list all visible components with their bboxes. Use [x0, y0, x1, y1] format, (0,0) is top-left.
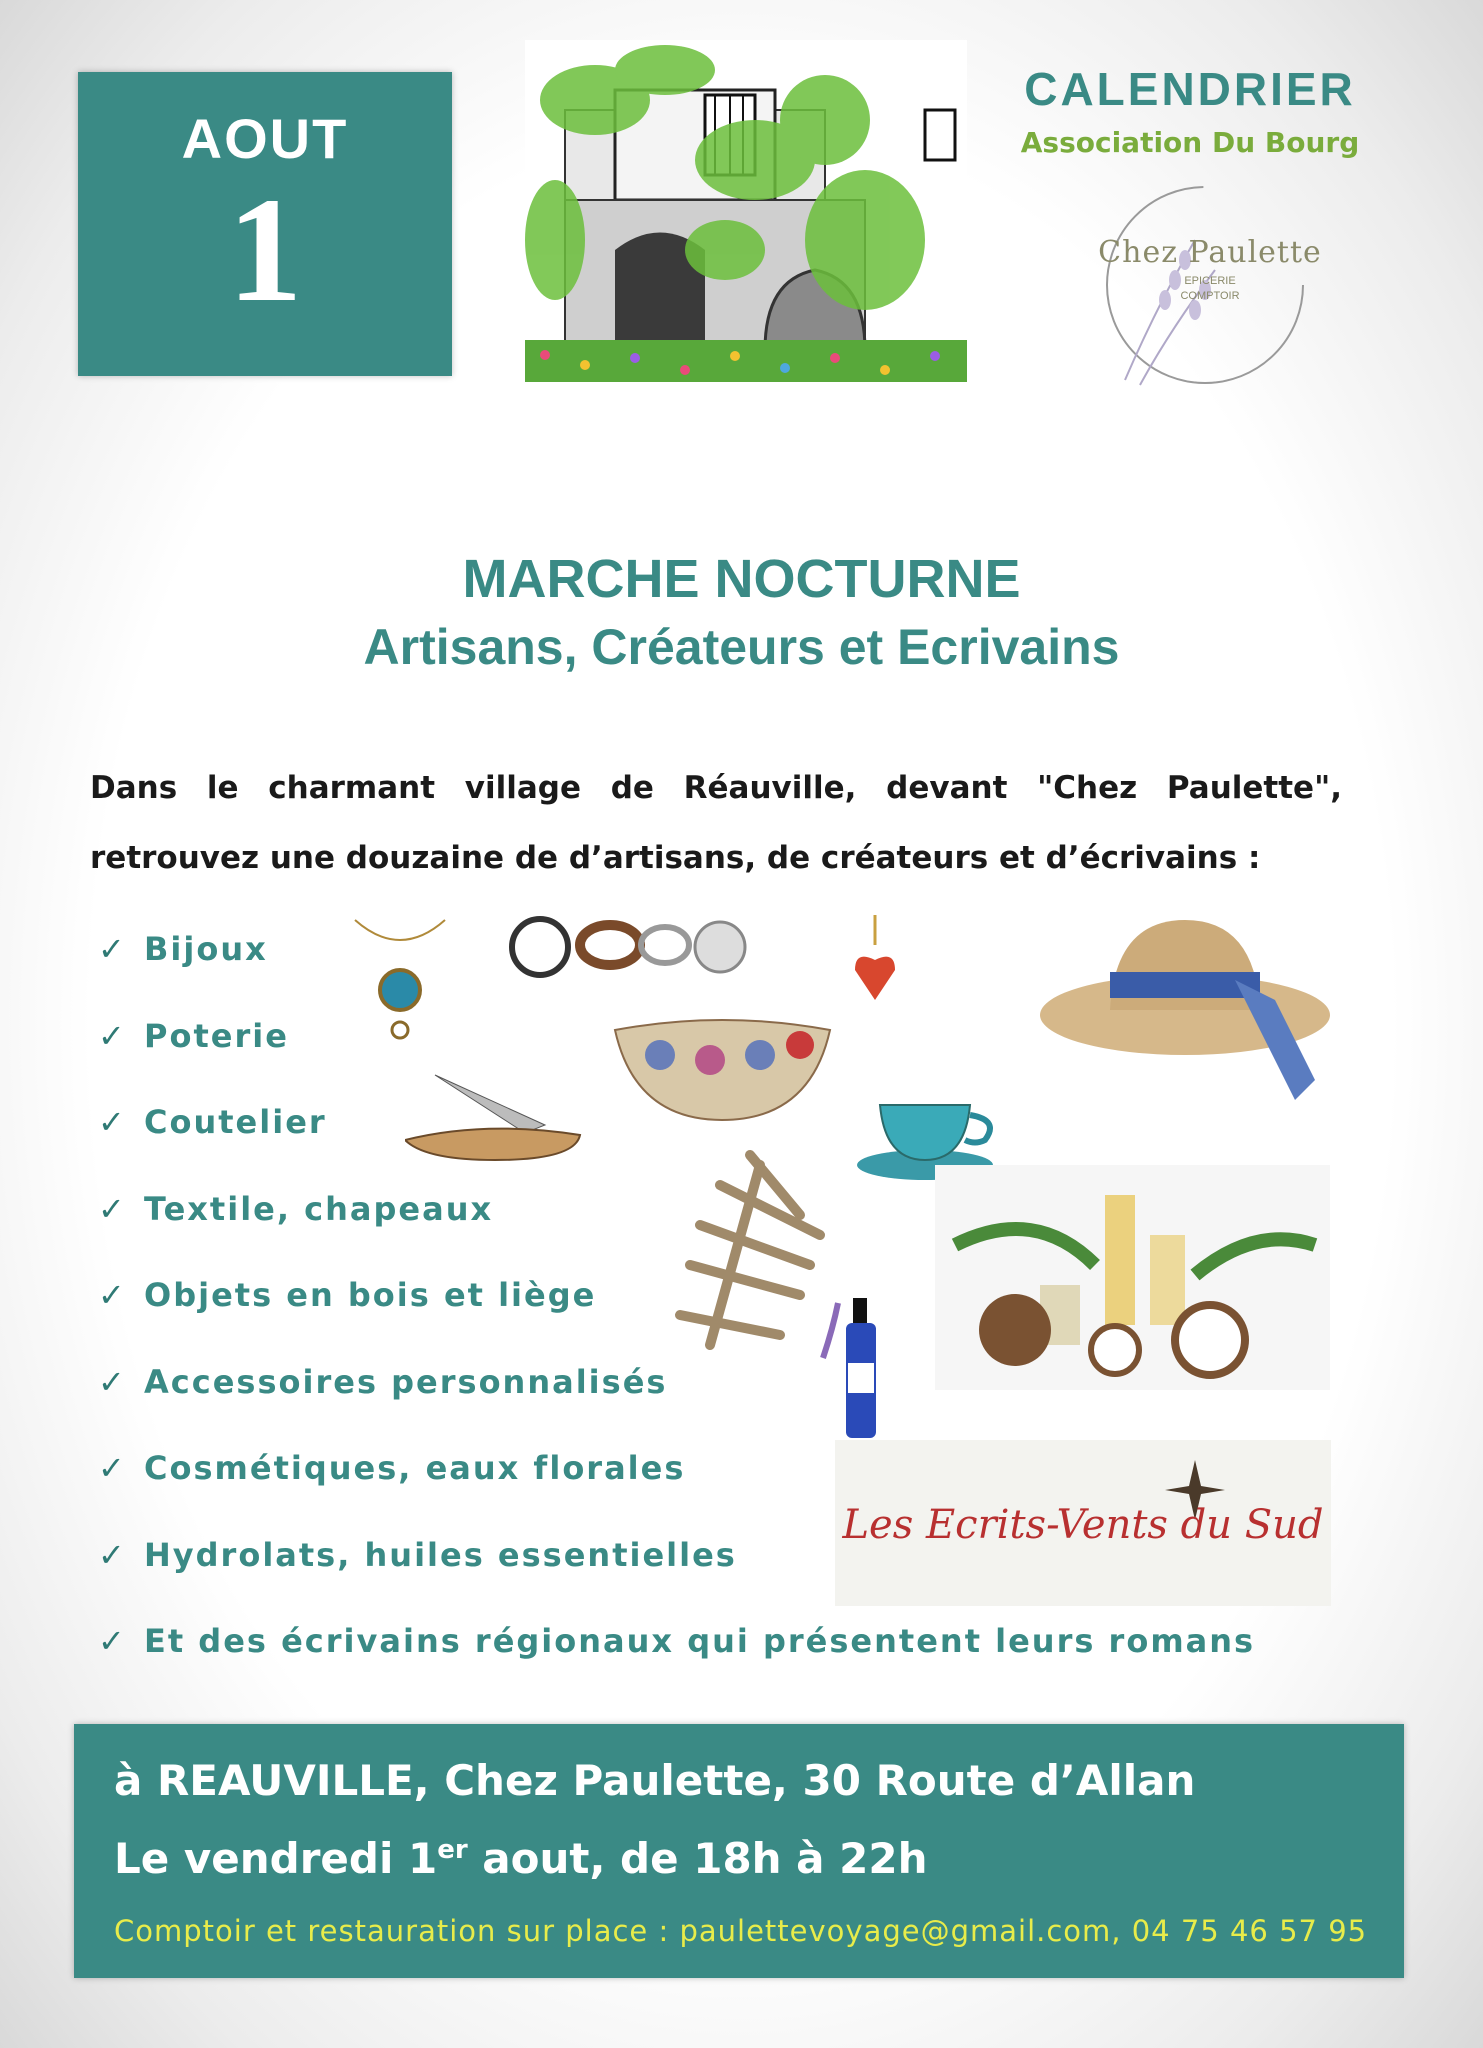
logo-line-2: COMPTOIR: [1180, 290, 1240, 302]
intro-line-2: retrouvez une douzaine de d’artisans, de créateurs et d’écrivains :: [90, 840, 1261, 876]
list-item: ✓ Poterie: [98, 1016, 289, 1055]
intro-line-1: Dans le charmant village de Réauville, devant "Chez Paulette",: [90, 770, 1342, 806]
footer-address: à REAUVILLE, Chez Paulette, 30 Route d’Allan: [114, 1756, 1196, 1805]
check-icon: ✓: [98, 930, 127, 968]
date-day: 1: [227, 167, 303, 333]
list-item: ✓ Accessoires personnalisés: [98, 1362, 668, 1401]
writers-logo: Les Ecrits-Vents du Sud: [835, 1440, 1331, 1606]
list-item: ✓ Hydrolats, huiles essentielles: [98, 1535, 737, 1574]
calendar-subtitle: Association Du Bourg: [1020, 126, 1360, 159]
footer-contact: Comptoir et restauration sur place : paulettevoyage@gmail.com, 04 75 46 57 95: [114, 1914, 1368, 1948]
check-icon: ✓: [98, 1189, 127, 1228]
pendant-necklace-image: [350, 915, 450, 1055]
straw-hat-image: [1035, 910, 1335, 1120]
list-item: ✓ Coutelier: [98, 1103, 327, 1141]
village-house-image: [525, 40, 967, 382]
check-icon: ✓: [98, 1276, 127, 1314]
check-icon: ✓: [98, 1449, 127, 1487]
rings-image: [505, 910, 755, 985]
check-icon: ✓: [98, 1016, 127, 1055]
date-month: AOUT: [181, 107, 349, 170]
knife-image: [405, 1065, 585, 1165]
check-icon: ✓: [98, 1622, 127, 1660]
footer-date: Le vendredi 1er aout, de 18h à 22h: [114, 1834, 928, 1883]
heart-pendant-image: [850, 915, 900, 1010]
logo-name: Chez Paulette: [1098, 235, 1322, 270]
coconut-oils-image: [935, 1165, 1330, 1390]
main-title: MARCHE NOCTURNE: [462, 549, 1021, 609]
list-item: ✓ Objets en bois et liège: [98, 1276, 597, 1314]
footer-banner: [74, 1724, 1404, 1978]
list-item: ✓ Et des écrivains régionaux qui présentent leurs romans: [98, 1622, 1256, 1660]
date-box: [78, 72, 452, 376]
pottery-bowl-image: [610, 1005, 835, 1125]
list-item: ✓ Bijoux: [98, 930, 268, 968]
main-subtitle: Artisans, Créateurs et Ecrivains: [363, 619, 1120, 675]
list-item: ✓ Textile, chapeaux: [98, 1189, 494, 1228]
logo-line-1: EPICERIE: [1184, 275, 1236, 287]
check-icon: ✓: [98, 1535, 127, 1574]
check-icon: ✓: [98, 1103, 127, 1141]
calendar-title: CALENDRIER: [1024, 63, 1356, 115]
hydrolat-bottle-image: [818, 1298, 908, 1448]
list-item: ✓ Cosmétiques, eaux florales: [98, 1449, 686, 1487]
check-icon: ✓: [98, 1362, 127, 1401]
